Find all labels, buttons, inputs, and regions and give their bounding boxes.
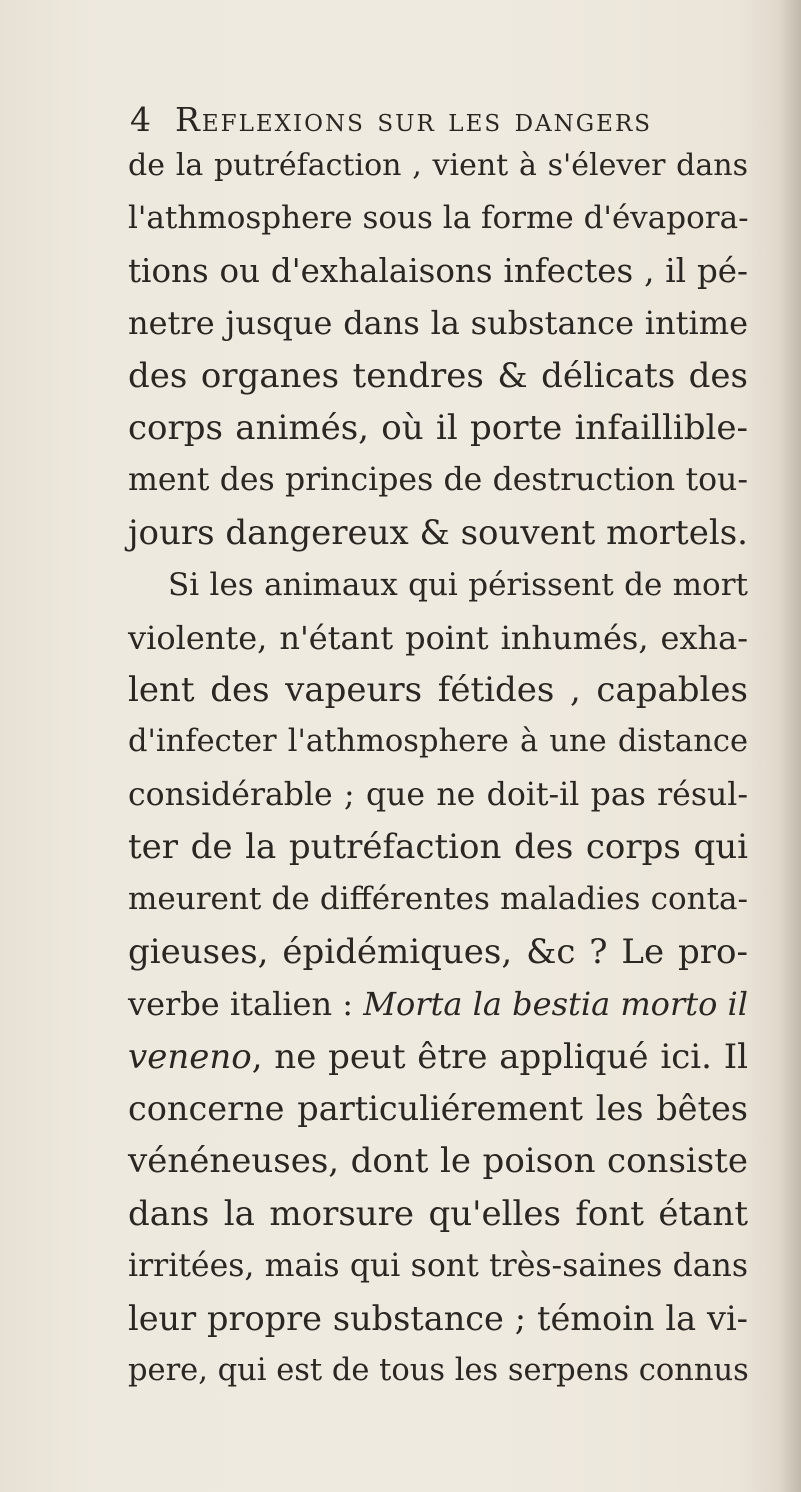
proverb-italic: Morta la bestia morto il bbox=[363, 985, 748, 1024]
text-line: l'athmosphere sous la forme d'évapora- bbox=[128, 200, 749, 237]
text-line: gieuses, épidémiques, &c ? Le pro- bbox=[128, 931, 748, 972]
text-line: considérable ; que ne doit-il pas résul- bbox=[128, 776, 748, 813]
text-line: vénéneuses, dont le poison consiste bbox=[128, 1141, 748, 1182]
text-line-proverb bbox=[128, 978, 748, 1030]
page-gutter-shadow bbox=[779, 0, 801, 1492]
text-line: dans la morsure qu'elles font étant bbox=[128, 1193, 748, 1234]
running-title: Reflexions sur les dangers bbox=[175, 100, 653, 139]
text-line: corps animés, où il porte infaillible- bbox=[128, 407, 748, 448]
text-line bbox=[128, 1031, 748, 1083]
text-line: meurent de différentes maladies conta- bbox=[128, 881, 748, 918]
body-text bbox=[128, 140, 748, 1397]
page-number: 4 bbox=[130, 100, 153, 139]
text-line: irritées, mais qui sont très-saines dans bbox=[128, 1248, 748, 1285]
text-line: de la putréfaction , vient à s'élever dans bbox=[128, 148, 748, 183]
text-line: d'infecter l'athmosphere à une distance bbox=[128, 724, 748, 760]
text-line: ter de la putréfaction des corps qui bbox=[128, 827, 748, 868]
text-line: ment des principes de destruction tou- bbox=[128, 462, 748, 499]
text-line: des organes tendres & délicats des bbox=[128, 355, 748, 396]
text-line: concerne particuliérement les bêtes bbox=[128, 1089, 748, 1129]
text-line: tions ou d'exhalaisons infectes , il pé- bbox=[128, 251, 748, 290]
text-line: netre jusque dans la substance intime bbox=[128, 304, 748, 343]
running-header bbox=[130, 100, 652, 144]
text-segment: verbe italien : bbox=[128, 985, 364, 1024]
text-line: violente, n'étant point inhumés, exha- bbox=[128, 618, 748, 657]
text-line: leur propre substance ; témoin la vi- bbox=[128, 1298, 748, 1338]
proverb-italic-end: veneno bbox=[128, 1036, 252, 1077]
text-line: Si les animaux qui périssent de mort bbox=[168, 567, 748, 604]
text-line: lent des vapeurs fétides , capables bbox=[128, 669, 748, 710]
text-line: pere, qui est de tous les serpens connus bbox=[128, 1352, 749, 1388]
text-segment: , ne peut être appliqué ici. Il bbox=[251, 1036, 748, 1077]
text-line: jours dangereux & souvent mortels. bbox=[128, 512, 748, 553]
